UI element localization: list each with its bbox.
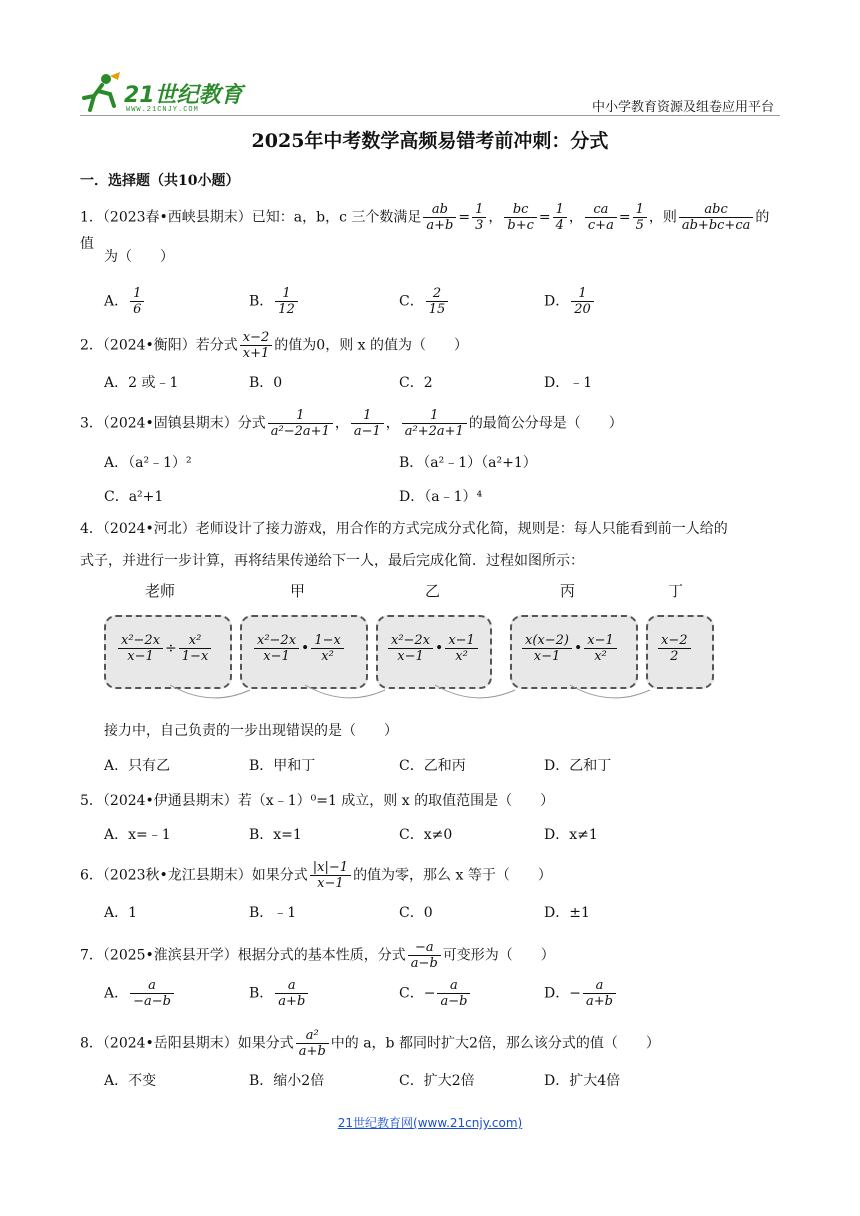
option-b[interactable]: B． $\frac{1}{12}$ <box>249 286 300 317</box>
question-6: 6．（2023秋•龙江县期末）如果分式 $\frac{|x|-1}{x-1}$ 的值为零，那么 x 等于（ ） <box>80 860 552 891</box>
relay-label-ding: 丁 <box>668 582 684 600</box>
question-2: 2．（2024•衡阳）若分式 $\frac{x-2}{x+1}$ 的值为0，则 x 的值为（ ） <box>80 330 468 361</box>
relay-label-bing: 丙 <box>560 582 576 600</box>
option-d[interactable]: D．− $\frac{a}{a+b}$ <box>544 978 618 1009</box>
question-3-options <box>104 452 704 508</box>
question-3: 3．（2024•固镇县期末）分式 $\frac{1}{\text{a²−2a+1}}$ ， $\frac{1}{a-1}$ ， $\frac{1}{\text{a²+2a+1}}$ 的最简公分母是（ ） <box>80 408 623 439</box>
relay-box-ding: $\frac{x-2}{2}$ <box>646 615 714 689</box>
page-title: 2025年中考数学高频易错考前冲刺：分式 <box>251 130 609 152</box>
logo-text: 21世纪教育 <box>124 83 243 108</box>
option-c[interactable]: C．扩大2倍 <box>399 1073 475 1089</box>
option-a[interactable]: A．x=﹣1 <box>104 827 171 843</box>
question-6-options <box>104 902 704 922</box>
question-5: 5．（2024•伊通县期末）若（x﹣1）⁰=1 成立，则 x 的取值范围是（ ） <box>80 793 555 809</box>
relay-diagram <box>100 580 720 705</box>
question-1-options <box>104 282 704 318</box>
relay-label-jia: 甲 <box>290 582 306 600</box>
option-b[interactable]: B． $\frac{a}{a+b}$ <box>249 978 310 1009</box>
fraction: $\frac{ab}{a+b}$ <box>423 202 456 233</box>
option-c[interactable]: C．− $\frac{a}{a-b}$ <box>399 978 472 1009</box>
question-1: 1．（2023春•西峡县期末）已知：a，b，c 三个数满足 $\frac{ab}{a+b}$ = $\frac{1}{3}$ ， $\frac{bc}{b+c}$ = $\frac{1}{4}$ ， $\frac{ca}{c+a}$ = $\frac{1}{5}$ ，则 $\frac{\text{abc}}{ab+bc+ca}$ 的值 <box>80 202 770 252</box>
option-b[interactable]: B．0 <box>249 375 283 391</box>
section-heading: 一．选择题（共10小题） <box>80 173 240 189</box>
question-4-line2: 式子，并进行一步计算，再将结果传递给下一人，最后完成化简．过程如图所示： <box>80 553 584 569</box>
option-c[interactable]: C．0 <box>399 905 433 921</box>
relay-arrows <box>100 680 720 705</box>
question-7: 7．（2025•淮滨县开学）根据分式的基本性质，分式 $\frac{-a}{a-b}$ 可变形为（ ） <box>80 940 555 971</box>
option-c[interactable]: C． $\frac{2}{15}$ <box>399 286 450 317</box>
relay-box-yi: $\frac{\text{x²−2x}}{x-1}$ • $\frac{x-1}{\text{x²}}$ <box>376 615 492 689</box>
option-a[interactable]: A．2 或﹣1 <box>104 375 179 391</box>
option-d[interactable]: D． $\frac{1}{20}$ <box>544 286 596 317</box>
question-5-options <box>104 824 704 844</box>
option-c[interactable]: C．乙和丙 <box>399 758 466 774</box>
question-4-prompt: 接力中，自己负责的一步出现错误的是（ ） <box>104 723 398 739</box>
option-a[interactable]: A． $\frac{a}{-a-b}$ <box>104 978 176 1009</box>
logo-subtext: WWW.21CNJY.COM <box>126 106 199 114</box>
question-7-options <box>104 978 704 1014</box>
option-b[interactable]: B．x=1 <box>249 827 302 843</box>
option-b[interactable]: B．缩小2倍 <box>249 1073 325 1089</box>
question-2-options <box>104 372 704 392</box>
question-1-line2: 为（ ） <box>104 249 174 265</box>
option-d[interactable]: D．扩大4倍 <box>544 1073 621 1089</box>
option-a[interactable]: A．只有乙 <box>104 758 171 774</box>
question-8-options <box>104 1070 704 1090</box>
option-c[interactable]: C．2 <box>399 375 433 391</box>
question-4: 4．（2024•河北）老师设计了接力游戏，用合作的方式完成分式化简，规则是：每人只能看到前一人给的 <box>80 521 728 537</box>
runner-icon <box>80 72 122 114</box>
platform-name: 中小学教育资源及组卷应用平台 <box>591 100 774 115</box>
question-4-options <box>104 755 704 775</box>
option-d[interactable]: D．﹣1 <box>544 375 593 391</box>
option-b[interactable]: B．（a²﹣1）（a²+1） <box>399 455 537 471</box>
footer-link[interactable]: 21世纪教育网(www.21cnjy.com) <box>337 1116 523 1130</box>
relay-box-bing: $\frac{x(x-2)}{x-1}$ • $\frac{x-1}{\text{x²}}$ <box>510 615 638 689</box>
header-divider <box>80 115 780 116</box>
option-d[interactable]: D．乙和丁 <box>544 758 612 774</box>
option-d[interactable]: D．（a﹣1）⁴ <box>399 489 483 505</box>
option-c[interactable]: C．x≠0 <box>399 827 453 843</box>
option-a[interactable]: A．1 <box>104 905 138 921</box>
option-b[interactable]: B．﹣1 <box>249 905 297 921</box>
option-b[interactable]: B．甲和丁 <box>249 758 316 774</box>
option-a[interactable]: A．不变 <box>104 1073 157 1089</box>
option-a[interactable]: A． $\frac{1}{6}$ <box>104 286 146 317</box>
option-c[interactable]: C．a²+1 <box>104 489 164 505</box>
relay-label-teacher: 老师 <box>145 582 176 600</box>
option-a[interactable]: A．（a²﹣1）² <box>104 455 192 471</box>
question-8: 8．（2024•岳阳县期末）如果分式 $\frac{\text{a²}}{a+b}$ 中的 a，b 都同时扩大2倍，那么该分式的值（ ） <box>80 1028 660 1059</box>
relay-box-teacher: $\frac{\text{x²−2x}}{x-1}$ ÷ $\frac{\text{x²}}{1-x}$ <box>104 615 232 689</box>
relay-box-jia: $\frac{\text{x²−2x}}{x-1}$ • $\frac{1-x}{\text{x²}}$ <box>240 615 368 689</box>
relay-label-yi: 乙 <box>425 582 441 600</box>
option-d[interactable]: D．±1 <box>544 905 590 921</box>
logo <box>80 72 250 116</box>
option-d[interactable]: D．x≠1 <box>544 827 598 843</box>
